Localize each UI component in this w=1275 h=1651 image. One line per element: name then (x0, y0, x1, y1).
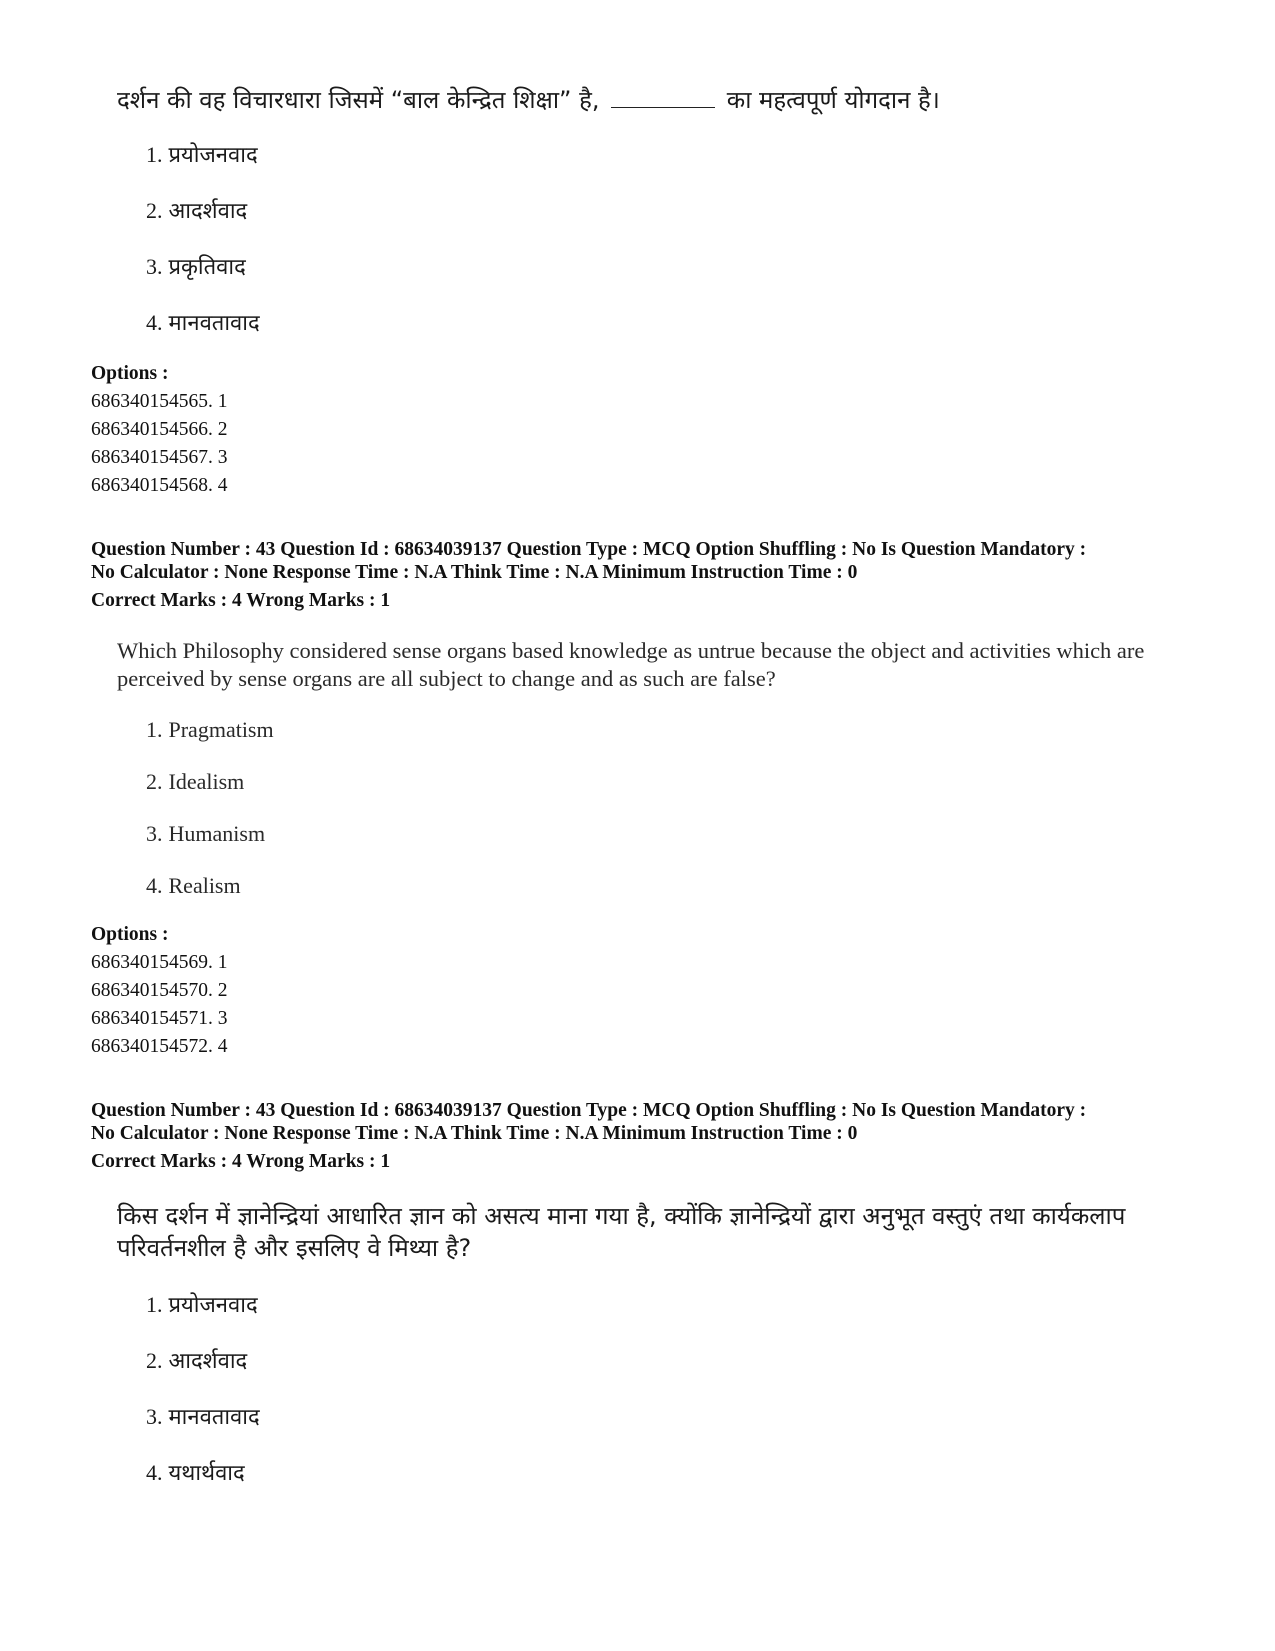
q42-option-id-1: 686340154565. 1 (91, 391, 228, 412)
q43-en-question-text: Which Philosophy considered sense organs based knowledge as untrue because the object and activities which are perceived by sense organs are all subject to change and as such are false? (117, 638, 1145, 691)
q43-hi-question-line-2: परिवर्तनशील है और इसलिए वे मिथ्या है? (117, 1234, 472, 1262)
q42-choice-3: 3. प्रकृतिवाद (146, 254, 246, 280)
q42-option-id-3: 686340154567. 3 (91, 447, 228, 468)
q43-hi-marks: Correct Marks : 4 Wrong Marks : 1 (91, 1151, 391, 1172)
q42-choice-2: 2. आदर्शवाद (146, 198, 248, 224)
q42-text-after-blank: का महत्वपूर्ण योगदान है। (726, 86, 940, 114)
q43-en-option-id-1: 686340154569. 1 (91, 952, 228, 973)
q43-en-option-id-3: 686340154571. 3 (91, 1008, 228, 1029)
q43-en-choice-4: 4. Realism (146, 873, 241, 898)
q43-en-option-id-4: 686340154572. 4 (91, 1036, 228, 1057)
q43-hi-choice-1: 1. प्रयोजनवाद (146, 1292, 258, 1318)
q43-hi-question-line-1: किस दर्शन में ज्ञानेन्द्रियां आधारित ज्ञान को असत्य माना गया है, क्योंकि ज्ञानेन्द्रियों द्वारा अनुभूत वस्तुएं तथा कार्यकलाप (117, 1202, 1126, 1230)
q43-en-options-heading: Options : (91, 924, 169, 945)
q43-en-choice-3: 3. Humanism (146, 821, 266, 846)
q43-hi-meta-line-1: Question Number : 43 Question Id : 68634039137 Question Type : MCQ Option Shuffling : No Is Question Mandatory : (91, 1100, 1087, 1121)
q42-choice-1: 1. प्रयोजनवाद (146, 142, 258, 168)
q42-text-before-blank: दर्शन की वह विचारधारा जिसमें “बाल केन्द्रित शिक्षा” है, (117, 86, 600, 114)
q43-hi-choice-2: 2. आदर्शवाद (146, 1348, 248, 1374)
q42-option-id-4: 686340154568. 4 (91, 475, 228, 496)
q42-question-text (117, 84, 940, 116)
q43-en-option-id-2: 686340154570. 2 (91, 980, 228, 1001)
q43-en-meta-line-1: Question Number : 43 Question Id : 68634039137 Question Type : MCQ Option Shuffling : No Is Question Mandatory : (91, 539, 1087, 560)
q43-en-meta-line-2: No Calculator : None Response Time : N.A Think Time : N.A Minimum Instruction Time : 0 (91, 562, 858, 583)
q42-option-id-2: 686340154566. 2 (91, 419, 228, 440)
q42-choice-4: 4. मानवतावाद (146, 310, 260, 336)
q43-en-choice-1: 1. Pragmatism (146, 717, 274, 742)
q43-hi-meta-line-2: No Calculator : None Response Time : N.A Think Time : N.A Minimum Instruction Time : 0 (91, 1123, 858, 1144)
q42-options-heading: Options : (91, 363, 169, 384)
q43-en-marks: Correct Marks : 4 Wrong Marks : 1 (91, 590, 391, 611)
fill-in-blank (611, 85, 715, 108)
q43-hi-choice-3: 3. मानवतावाद (146, 1404, 260, 1430)
q43-en-choice-2: 2. Idealism (146, 769, 245, 794)
q43-hi-choice-4: 4. यथार्थवाद (146, 1460, 245, 1486)
